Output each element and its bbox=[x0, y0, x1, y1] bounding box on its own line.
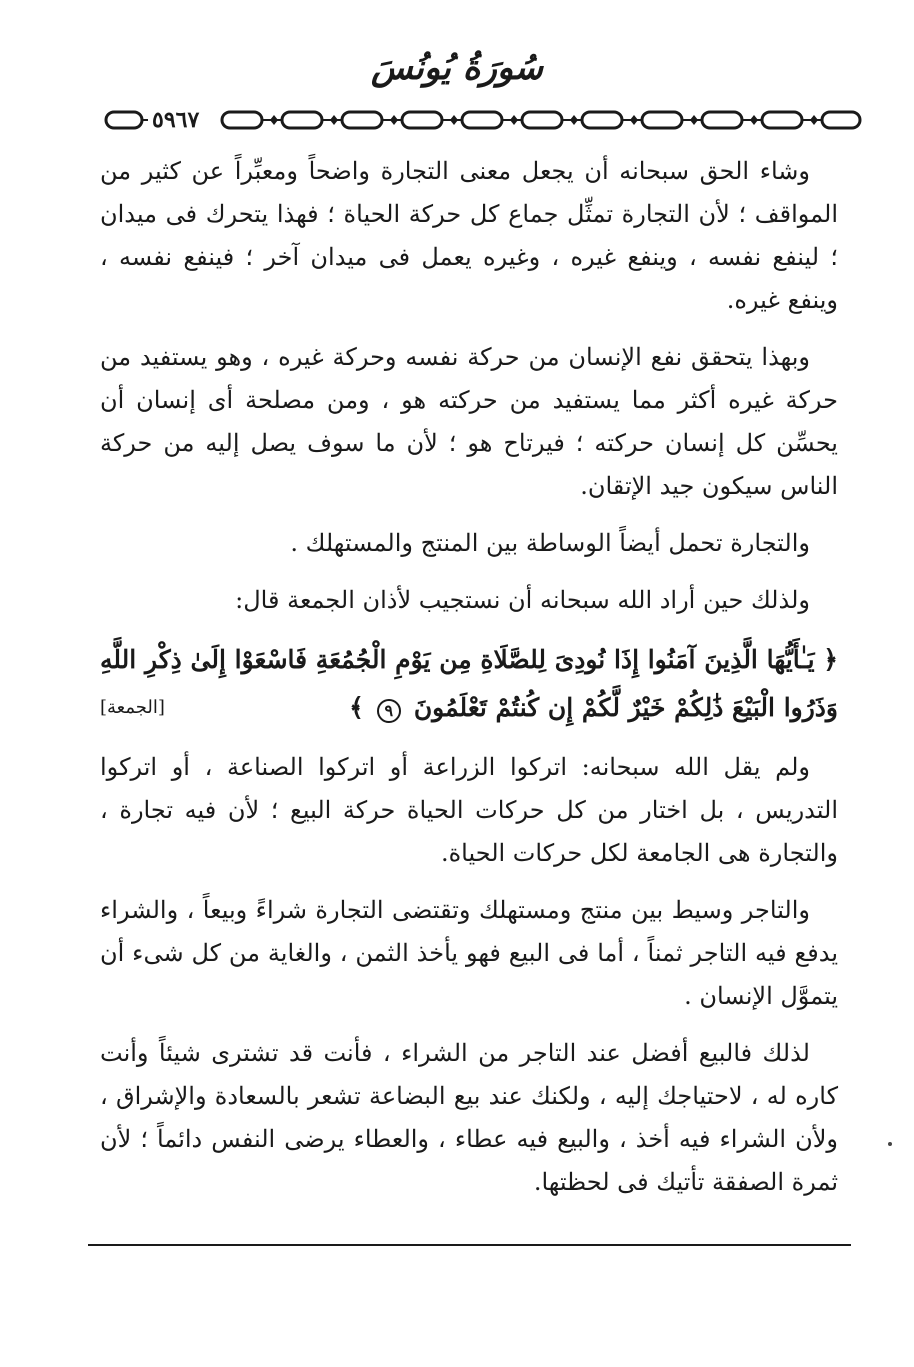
paragraph: وشاء الحق سبحانه أن يجعل معنى التجارة واضحاً ومعبِّراً عن كثير من المواقف ؛ لأن التجارة تمثِّل جماع كل حركة الحياة ؛ فهذا يتحرك فى ميدان ؛ لينفع نفسه ، وينفع غيره ، وغيره يعمل فى ميدان آخر ؛ فينفع نفسه ، وينفع غيره. bbox=[100, 157, 838, 314]
quran-verse bbox=[100, 636, 838, 732]
paragraph: والتاجر وسيط بين منتج ومستهلك وتقتضى التجارة شراءً وبيعاً ، والشراء يدفع فيه التاجر ثمناً ، أما فى البيع فهو يأخذ الثمن ، والغاية من كل شىء أن يتموَّل الإنسان . bbox=[100, 896, 838, 1010]
margin-dot bbox=[888, 1142, 892, 1146]
verse-close-bracket: ﴾ bbox=[349, 693, 364, 722]
page-number: ٥٩٦٧ bbox=[148, 104, 203, 136]
footer-rule bbox=[88, 1244, 851, 1246]
decorative-header-rule bbox=[104, 104, 864, 136]
paragraph: ولذلك حين أراد الله سبحانه أن نستجيب لأذان الجمعة قال: bbox=[235, 586, 810, 614]
surah-reference: [الجمعة] bbox=[100, 697, 165, 718]
verse-number: ٩ bbox=[377, 699, 402, 723]
ornament-chain-icon bbox=[104, 104, 864, 136]
paragraph: ولم يقل الله سبحانه: اتركوا الزراعة أو اتركوا الصناعة ، أو اتركوا التدريس ، بل اختار من كل حركات الحياة حركة البيع ؛ لأن فيه تجارة ، والتجارة هى الجامعة لكل حركات الحياة. bbox=[100, 753, 838, 867]
verse-open-bracket: ﴿ bbox=[823, 645, 838, 674]
paragraph: وبهذا يتحقق نفع الإنسان من حركة نفسه وحركة غيره ، وهو يستفيد من حركة غيره أكثر مما يستفيد من حركته هو ، ومن مصلحة أى إنسان أن يحسِّن كل إنسان حركته ؛ فيرتاح هو ؛ لأن ما سوف يصل إليه من حركة الناس سيكون جيد الإتقان. bbox=[100, 343, 838, 500]
paragraph: والتجارة تحمل أيضاً الوساطة بين المنتج والمستهلك . bbox=[290, 529, 810, 557]
surah-title: سُورَةُ يُونُسَ bbox=[371, 48, 543, 88]
paragraph: لذلك فالبيع أفضل عند التاجر من الشراء ، فأنت قد تشترى شيئاً وأنت كاره له ، لاحتياجك إليه ، ولكنك عند بيع البضاعة تشعر بالسعادة والإشراق ، ولأن الشراء فيه أخذ ، والبيع فيه عطاء ، والعطاء يرضى النفس دائماً ؛ لأن ثمرة الصفقة تأتيك فى لحظتها. bbox=[100, 1039, 838, 1196]
verse-text: يَـٰأَيُّهَا الَّذِينَ آمَنُوا إِذَا نُودِىَ لِلصَّلَاةِ مِن يَوْمِ الْجُمُعَةِ فَاسْعَوْا إِلَىٰ ذِكْرِ اللَّهِ وَذَرُوا الْبَيْعَ ذَٰلِكُمْ خَيْرٌ لَّكُمْ إِن كُنتُمْ تَعْلَمُونَ bbox=[100, 645, 838, 722]
page-body bbox=[100, 150, 838, 1218]
